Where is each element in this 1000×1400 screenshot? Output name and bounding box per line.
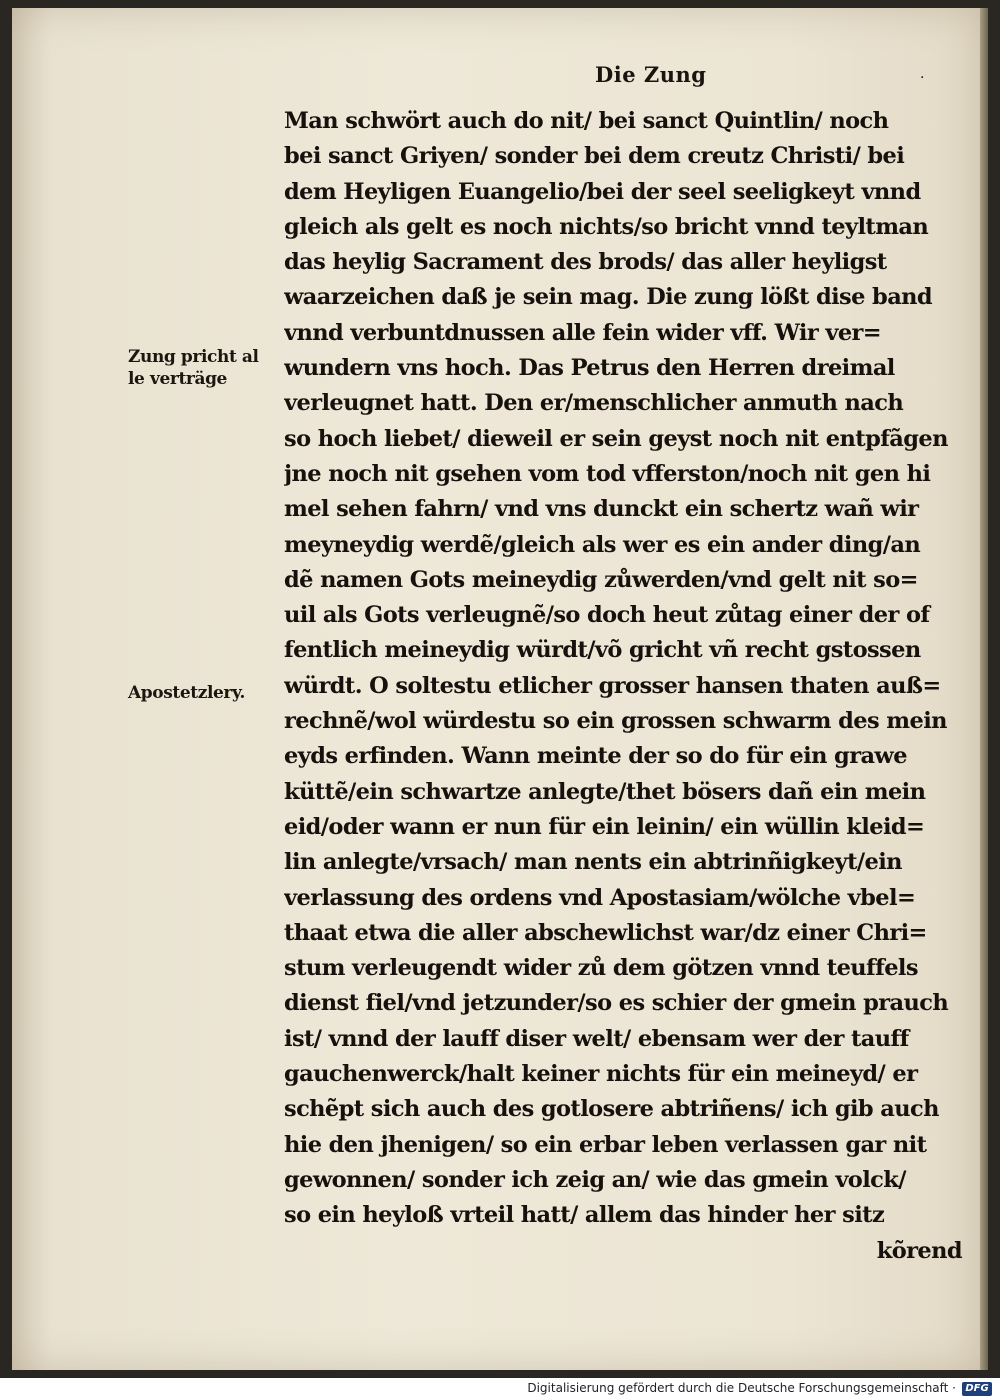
text-line: meyneydig werdẽ/gleich als wer es ein ander ding/an [284,531,921,558]
marginal-note-line: Apostetzlery. [128,683,246,703]
head-ornament: . [920,66,925,82]
text-line: wundern vns hoch. Das Petrus den Herren dreimal [284,355,895,382]
text-line: dienst fiel/vnd jetzunder/so es schier der gmein prauch [284,990,949,1017]
text-line: fentlich meineydig würdt/võ gricht vñ recht gstossen [284,637,921,664]
text-line: gewonnen/ sonder ich zeig an/ wie das gmein volck/ [284,1166,906,1193]
text-line: uil als Gots verleugnẽ/so doch heut zůtag einer der of [284,602,930,629]
text-line: thaat etwa die aller abschewlichst war/dz einer Chri= [284,919,927,946]
marginal-note-line: Zung pricht al [128,347,259,367]
text-line: küttẽ/ein schwartze anlegte/thet bösers dañ ein mein [284,778,926,805]
footer-credit: Digitalisierung gefördert durch die Deutsche Forschungsgemeinschaft · [527,1381,956,1395]
text-line: lin anlegte/vrsach/ man nents ein abtrinñigkeyt/ein [284,849,902,876]
text-line: eid/oder wann er nun für ein leinin/ ein wüllin kleid= [284,813,925,840]
page-edge [980,8,988,1370]
text-line: waarzeichen daß je sein mag. Die zung lößt dise band [284,284,933,311]
body-text [284,104,968,1269]
marginal-note-line: le verträge [128,369,227,389]
marginal-note [128,346,278,390]
text-line: bei sanct Griyen/ sonder bei dem creutz Christi/ bei [284,143,905,170]
text-line: eyds erfinden. Wann meinte der so do für ein grawe [284,743,907,770]
text-line: verleugnet hatt. Den er/menschlicher anmuth nach [284,390,904,417]
text-line: jne noch nit gsehen vom tod vfferston/noch nit gen hi [284,460,931,487]
text-line: das heylig Sacrament des brods/ das aller heyligst [284,249,887,276]
running-head: Die Zung [595,62,707,87]
catchword: kõrend [876,1237,962,1264]
text-line: ist/ vnnd der lauff diser welt/ ebensam wer der tauff [284,1025,909,1052]
text-line: dẽ namen Gots meineydig zůwerden/vnd gelt nit so= [284,566,918,593]
text-line: dem Heyligen Euangelio/bei der seel seeligkeyt vnnd [284,178,921,205]
text-line: gleich als gelt es noch nichts/so bricht vnnd teyltman [284,213,929,240]
text-line: so hoch liebet/ dieweil er sein geyst noch nit entpfãgen [284,425,948,452]
text-line: vnnd verbuntdnussen alle fein wider vff. Wir ver= [284,319,882,346]
text-line: Man schwört auch do nit/ bei sanct Quintlin/ noch [284,108,889,134]
text-line: verlassung des ordens vnd Apostasiam/wölche vbel= [284,884,916,911]
text-line: stum verleugendt wider zů dem götzen vnnd teuffels [284,955,918,982]
dfg-logo: DFG [962,1382,992,1396]
text-line: gauchenwerck/halt keiner nichts für ein meineyd/ er [284,1061,918,1088]
text-line: mel sehen fahrn/ vnd vns dunckt ein schertz wañ wir [284,496,919,523]
text-line: hie den jhenigen/ so ein erbar leben verlassen gar nit [284,1131,927,1158]
text-line: so ein heyloß vrteil hatt/ allem das hinder her sitz [284,1202,885,1229]
text-line: schẽpt sich auch des gotlosere abtriñens/ ich gib auch [284,1096,939,1123]
marginal-note [128,682,278,704]
text-line: würdt. O soltestu etlicher grosser hansen thaten auß= [284,672,941,699]
text-line: rechnẽ/wol würdestu so ein grossen schwarm des mein [284,708,947,735]
